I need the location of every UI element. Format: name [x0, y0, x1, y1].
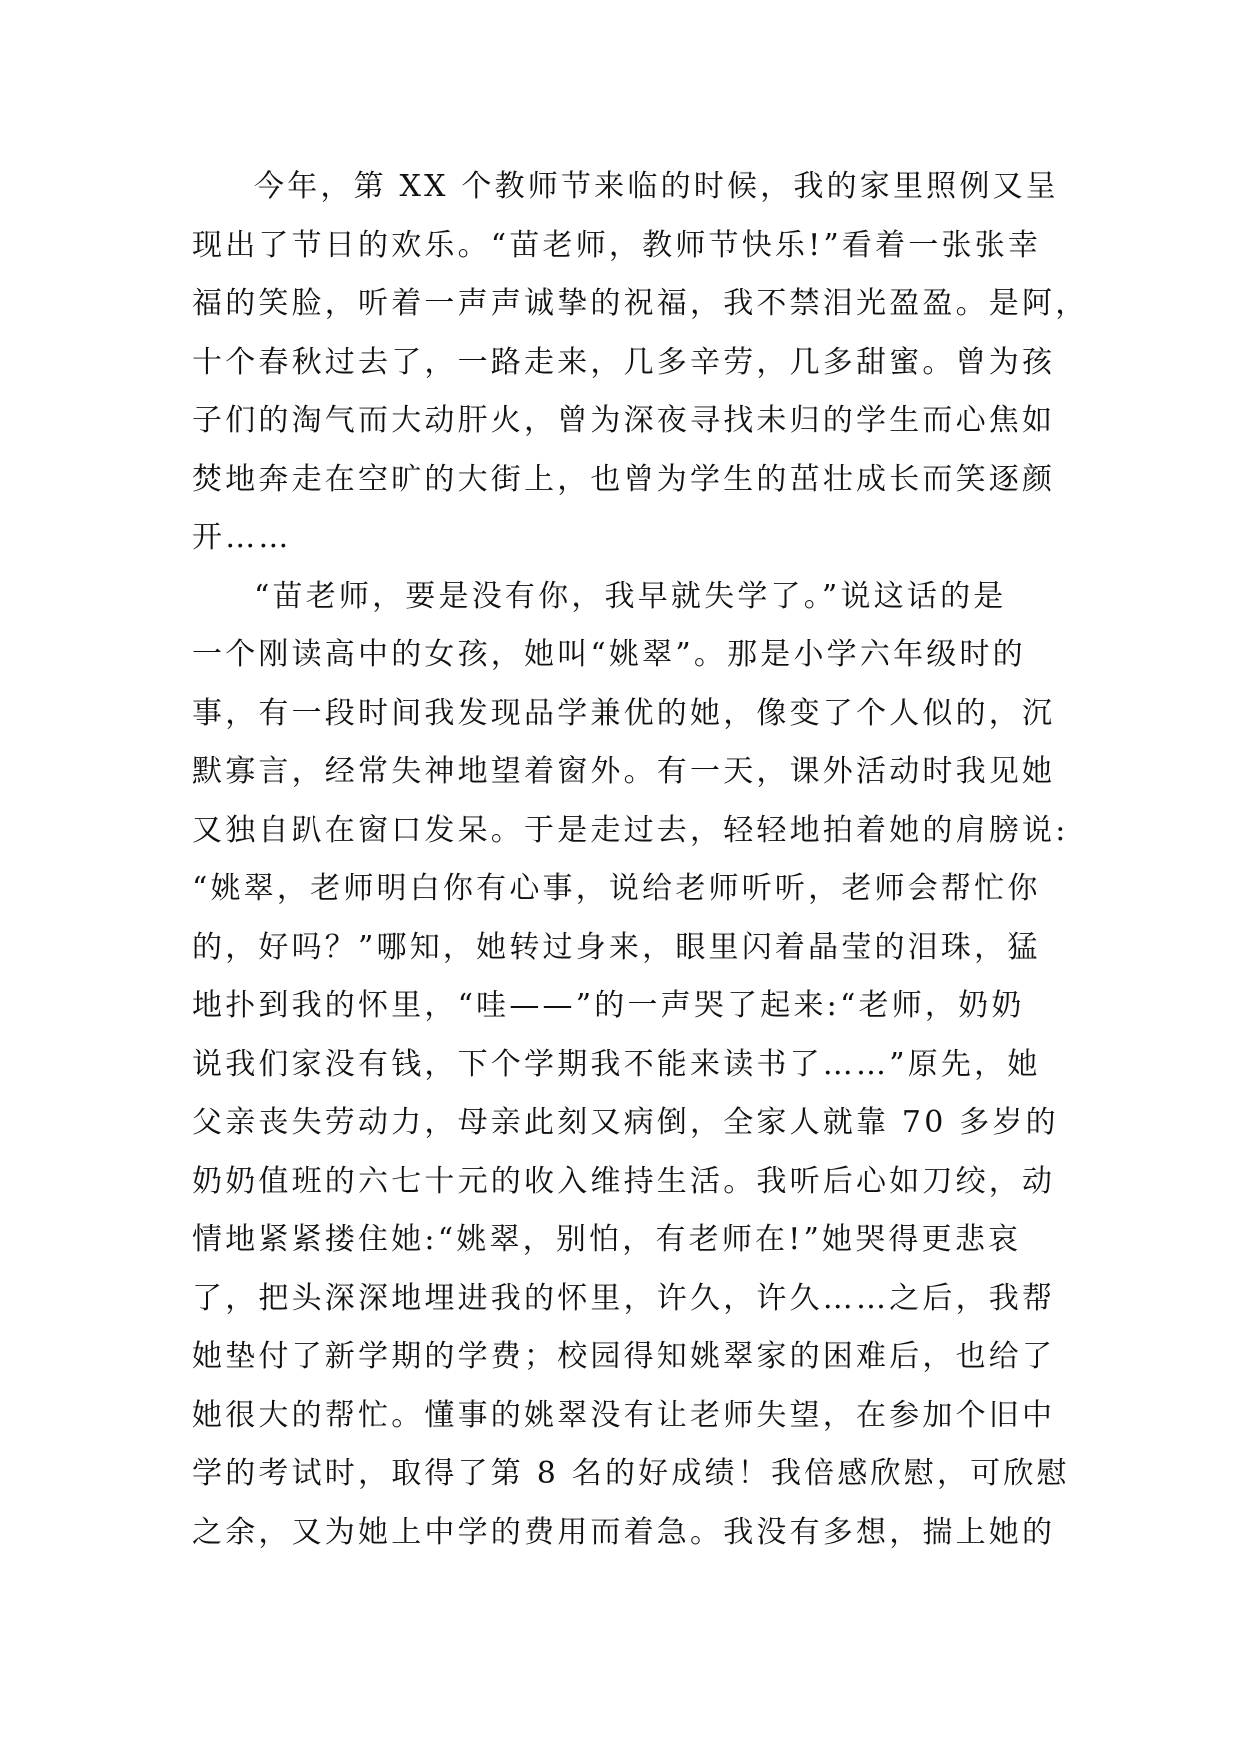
text-line: 一个刚读高中的女孩，她叫“姚翠”。那是小学六年级时的 [192, 637, 1026, 672]
text-line: 情地紧紧搂住她:“姚翠，别怕，有老师在!”她哭得更悲哀 [192, 1222, 1022, 1257]
text-line: 她垫付了新学期的学费；校园得知姚翠家的困难后，也给了 [192, 1339, 1056, 1374]
text-line: 学的考试时，取得了第 8 名的好成绩！我倍感欣慰，可欣慰 [192, 1456, 1070, 1491]
text-line: 现出了节日的欢乐。“苗老师，教师节快乐!”看着一张张幸 [192, 227, 1042, 263]
text-line: 之余，又为她上中学的费用而着急。我没有多想，揣上她的 [192, 1514, 1056, 1550]
text-line: 她很大的帮忙。懂事的姚翠没有让老师失望，在参加个旧中 [192, 1397, 1056, 1433]
body-text [192, 158, 1089, 1562]
text-line: 地扑到我的怀里，“哇——”的一声哭了起来:“老师，奶奶 [192, 988, 1025, 1023]
text-line: 事，有一段时间我发现品学兼优的她，像变了个人似的，沉 [192, 695, 1056, 731]
text-line: “姚翠，老师明白你有心事，说给老师听听，老师会帮忙你 [192, 871, 1041, 906]
text-line: 了，把头深深地埋进我的怀里，许久，许久……之后，我帮 [192, 1280, 1056, 1316]
text-line: 焚地奔走在空旷的大街上，也曾为学生的茁壮成长而笑逐颜 [192, 461, 1056, 497]
text-line: 说我们家没有钱，下个学期我不能来读书了……”原先，她 [192, 1046, 1041, 1082]
text-line: 十个春秋过去了，一路走来，几多辛劳，几多甜蜜。曾为孩 [192, 344, 1056, 380]
text-line: 福的笑脸，听着一声声诚挚的祝福，我不禁泪光盈盈。是阿， [192, 286, 1089, 321]
text-line: 奶奶值班的六七十元的收入维持生活。我听后心如刀绞，动 [192, 1163, 1056, 1199]
text-line: “苗老师，要是没有你，我早就失学了。”说这话的是 [254, 578, 1007, 614]
text-line: 今年，第 XX 个教师节来临的时候，我的家里照例又呈 [254, 169, 1059, 204]
text-line: 又独自趴在窗口发呆。于是走过去，轻轻地拍着她的肩膀说: [192, 812, 1069, 848]
text-line: 开…… [192, 520, 292, 555]
text-line: 子们的淘气而大动肝火，曾为深夜寻找未归的学生而心焦如 [192, 403, 1056, 438]
text-line: 父亲丧失劳动力，母亲此刻又病倒，全家人就靠 70 多岁的 [192, 1105, 1059, 1140]
text-line: 的，好吗？”哪知，她转过身来，眼里闪着晶莹的泪珠，猛 [192, 929, 1041, 965]
text-line: 默寡言，经常失神地望着窗外。有一天，课外活动时我见她 [192, 754, 1056, 789]
